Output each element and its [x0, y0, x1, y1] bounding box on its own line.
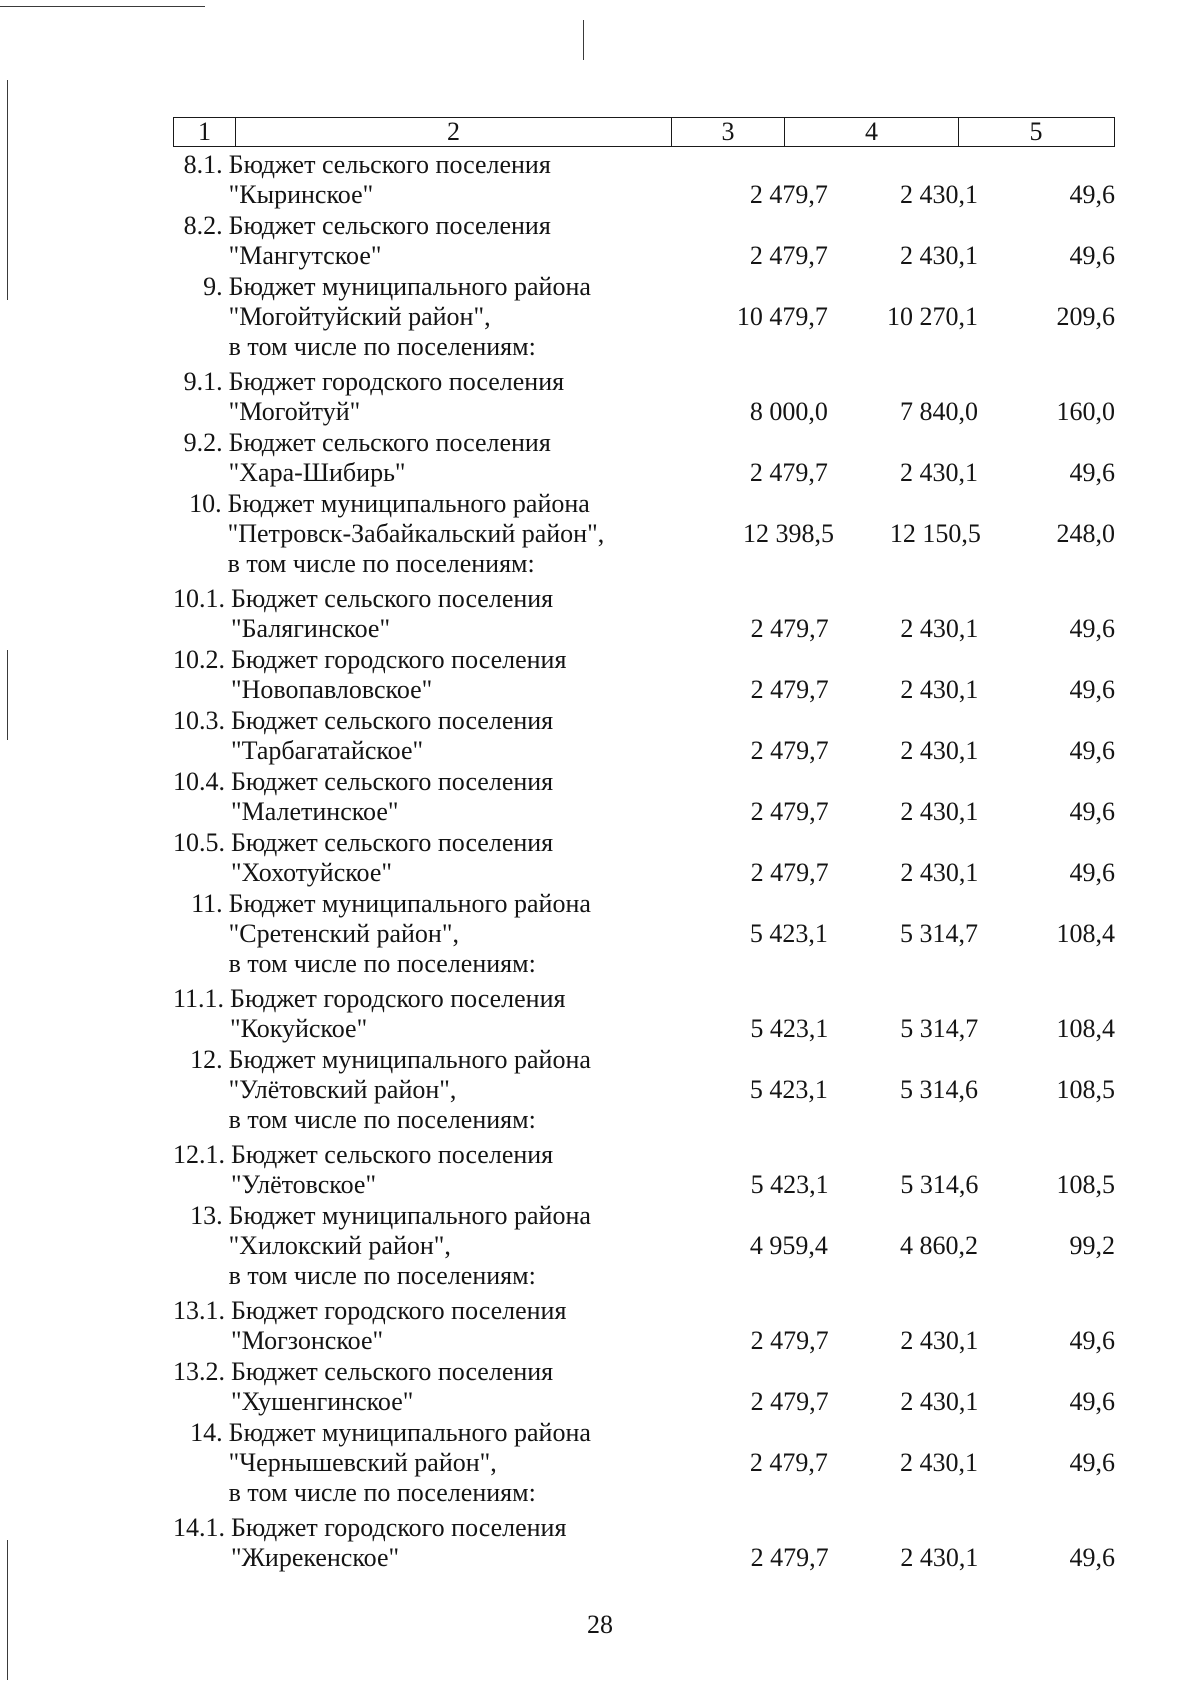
value-col-3: 2 479,7 [749, 241, 828, 270]
value-col-3: 2 479,7 [749, 458, 828, 487]
row-number: 11. [191, 889, 223, 918]
budget-name-line: "Тарбагатайское" [231, 736, 424, 765]
value-col-5: 49,6 [1069, 858, 1115, 887]
table-row [173, 211, 1115, 272]
row-number: 8.1. [183, 150, 223, 179]
row-number: 9. [203, 272, 223, 301]
budget-name-line: Бюджет сельского поселения [231, 1140, 554, 1169]
budget-name-line: "Улётовское" [231, 1170, 377, 1199]
budget-name [228, 1513, 594, 1573]
budget-name-line: "Мангутское" [228, 241, 382, 270]
table-row [173, 584, 1115, 645]
value-col-5: 108,5 [1056, 1075, 1115, 1104]
value-col-4: 2 430,1 [900, 458, 978, 487]
budget-name-line: Бюджет муниципального района [228, 889, 591, 918]
value-col-3: 2 479,7 [749, 1448, 828, 1477]
table-row [173, 1418, 1115, 1513]
budget-name-line: Бюджет сельского поселения [231, 767, 554, 796]
value-col-3: 2 479,7 [750, 1543, 829, 1572]
budget-name-line: "Хохотуйское" [231, 858, 393, 887]
table-row [173, 489, 1115, 584]
budget-name-line: "Жирекенское" [231, 1543, 400, 1572]
value-col-3: 2 479,7 [750, 858, 829, 887]
budget-name [228, 1296, 594, 1356]
value-col-5: 108,4 [1056, 919, 1115, 948]
value-col-5: 49,6 [1069, 797, 1115, 826]
budget-name-line: Бюджет сельского поселения [228, 428, 551, 457]
budget-name-line: "Хилокский район", [228, 1231, 451, 1260]
header-col-2: 2 [236, 118, 672, 146]
header-col-5: 5 [1029, 117, 1043, 146]
budget-name-line: Бюджет муниципального района [227, 489, 590, 518]
budget-name-line: "Чернышевский район", [228, 1448, 497, 1477]
value-col-5: 49,6 [1069, 1387, 1115, 1416]
budget-name-line: "Могойтуй" [228, 397, 361, 426]
budget-name [227, 984, 594, 1044]
row-number: 10.1. [173, 584, 225, 613]
value-col-5: 49,6 [1069, 1543, 1115, 1572]
budget-name-line: "Малетинское" [231, 797, 399, 826]
table-row [173, 828, 1115, 889]
value-col-3: 4 959,4 [749, 1231, 828, 1260]
value-col-4: 2 430,1 [900, 675, 979, 704]
budget-name-line: Бюджет городского поселения [230, 984, 566, 1013]
value-col-3: 2 479,7 [750, 675, 829, 704]
value-col-4: 2 430,1 [900, 180, 978, 209]
value-col-5: 49,6 [1069, 736, 1115, 765]
budget-name-line: Бюджет муниципального района [228, 1201, 591, 1230]
budget-name [225, 489, 605, 579]
budget-name [226, 889, 593, 979]
value-col-5: 160,0 [1056, 397, 1115, 426]
value-col-4: 12 150,5 [889, 519, 981, 548]
value-col-4: 7 840,0 [900, 397, 978, 426]
budget-name-line: "Петровск-Забайкальский район", [227, 519, 605, 548]
row-number: 13. [190, 1201, 223, 1230]
value-col-4: 2 430,1 [900, 1448, 978, 1477]
row-number: 10. [189, 489, 222, 518]
value-col-5: 49,6 [1069, 675, 1115, 704]
value-col-4: 2 430,1 [900, 736, 979, 765]
table-row [173, 367, 1115, 428]
row-number: 10.5. [173, 828, 225, 857]
budget-name-line: в том числе по поселениям: [227, 549, 535, 578]
value-col-5: 108,5 [1056, 1170, 1115, 1199]
value-col-3: 2 479,7 [749, 180, 828, 209]
budget-name [226, 1201, 593, 1291]
table-row [173, 272, 1115, 367]
table-row [173, 1201, 1115, 1296]
table-row [173, 150, 1115, 211]
budget-name-line: "Могзонское" [231, 1326, 384, 1355]
budget-name [228, 584, 594, 644]
budget-name-line: "Кыринское" [228, 180, 374, 209]
row-number: 8.2. [183, 211, 223, 240]
row-number: 11.1. [173, 984, 225, 1013]
value-col-3: 2 479,7 [750, 736, 829, 765]
page-number: 28 [587, 1610, 613, 1639]
value-col-5: 108,4 [1056, 1014, 1115, 1043]
value-col-3: 8 000,0 [749, 397, 828, 426]
row-number: 13.1. [173, 1296, 225, 1325]
budget-name [228, 1140, 594, 1200]
budget-name [228, 828, 594, 888]
value-col-3: 2 479,7 [750, 614, 829, 643]
row-number: 14.1. [173, 1513, 225, 1542]
table-row [173, 1296, 1115, 1357]
row-number: 14. [190, 1418, 223, 1447]
budget-name-line: Бюджет сельского поселения [228, 211, 551, 240]
value-col-4: 2 430,1 [900, 797, 979, 826]
budget-name-line: Бюджет сельского поселения [231, 584, 554, 613]
budget-name [226, 150, 593, 210]
scan-edge-line-top [0, 6, 205, 7]
row-number: 10.4. [173, 767, 225, 796]
table-row [173, 984, 1115, 1045]
budget-name-line: "Могойтуйский район", [228, 302, 491, 331]
budget-name-line: "Кокуйское" [230, 1014, 368, 1043]
table-row [173, 645, 1115, 706]
budget-name-line: в том числе по поселениям: [228, 1105, 536, 1134]
budget-name [228, 706, 594, 766]
budget-name-line: в том числе по поселениям: [228, 332, 536, 361]
budget-name-line: Бюджет городского поселения [231, 1513, 567, 1542]
budget-name [228, 1357, 594, 1417]
scan-edge-line-top-center [583, 20, 584, 60]
budget-name-line: "Новопавловское" [231, 675, 433, 704]
value-col-5: 49,6 [1069, 241, 1115, 270]
budget-name [226, 1045, 593, 1135]
budget-name-line: Бюджет городского поселения [228, 367, 565, 396]
budget-name-line: Бюджет муниципального района [228, 1418, 591, 1447]
budget-name [226, 272, 593, 362]
budget-name-line: "Улётовский район", [228, 1075, 457, 1104]
value-col-4: 2 430,1 [900, 1543, 979, 1572]
value-col-5: 49,6 [1069, 614, 1115, 643]
value-col-4: 2 430,1 [900, 1387, 979, 1416]
row-number: 10.2. [173, 645, 225, 674]
value-col-5: 49,6 [1069, 1326, 1115, 1355]
row-number: 12. [190, 1045, 223, 1074]
scan-edge-line-left-2 [7, 650, 8, 740]
row-number: 12.1. [173, 1140, 225, 1169]
value-col-3: 5 423,1 [750, 1170, 829, 1199]
value-col-4: 2 430,1 [900, 858, 979, 887]
value-col-3: 2 479,7 [750, 1326, 829, 1355]
table-row [173, 889, 1115, 984]
table-row [173, 1045, 1115, 1140]
value-col-4: 5 314,7 [900, 919, 978, 948]
value-col-3: 2 479,7 [750, 1387, 829, 1416]
budget-name [228, 645, 594, 705]
table-header-row [173, 117, 1115, 147]
value-col-3: 5 423,1 [750, 1014, 829, 1043]
value-col-4: 5 314,6 [900, 1170, 979, 1199]
value-col-4: 2 430,1 [900, 1326, 979, 1355]
value-col-4: 5 314,7 [900, 1014, 979, 1043]
value-col-5: 49,6 [1069, 180, 1115, 209]
table-row [173, 428, 1115, 489]
budget-name-line: Бюджет сельского поселения [231, 828, 554, 857]
value-col-3: 5 423,1 [749, 919, 828, 948]
header-col-3: 3 [672, 118, 785, 146]
row-number: 9.2. [183, 428, 223, 457]
value-col-5: 248,0 [1056, 519, 1115, 548]
value-col-5: 209,6 [1056, 302, 1115, 331]
header-col-1: 1 [174, 118, 236, 146]
table-row [173, 1357, 1115, 1418]
budget-table-body [173, 150, 1115, 1574]
budget-name-line: "Хушенгинское" [231, 1387, 414, 1416]
budget-name-line: Бюджет сельского поселения [231, 706, 554, 735]
value-col-4: 10 270,1 [887, 302, 978, 331]
value-col-3: 10 479,7 [736, 302, 828, 331]
budget-name [226, 428, 593, 488]
budget-name [226, 211, 593, 271]
budget-name-line: Бюджет муниципального района [228, 1045, 591, 1074]
row-number: 13.2. [173, 1357, 225, 1386]
table-row [173, 706, 1115, 767]
budget-name-line: "Балягинское" [231, 614, 391, 643]
header-col-4: 4 [785, 118, 959, 146]
budget-name-line: Бюджет городского поселения [231, 1296, 567, 1325]
budget-name-line: в том числе по поселениям: [228, 1261, 536, 1290]
value-col-5: 99,2 [1069, 1231, 1115, 1260]
table-row [173, 767, 1115, 828]
budget-name-line: "Сретенский район", [228, 919, 459, 948]
value-col-3: 2 479,7 [750, 797, 829, 826]
value-col-5: 49,6 [1069, 1448, 1115, 1477]
value-col-5: 49,6 [1069, 458, 1115, 487]
value-col-4: 2 430,1 [900, 614, 979, 643]
row-number: 10.3. [173, 706, 225, 735]
value-col-3: 5 423,1 [749, 1075, 828, 1104]
row-number: 9.1. [183, 367, 223, 396]
budget-name-line: Бюджет муниципального района [228, 272, 591, 301]
budget-name [228, 767, 594, 827]
budget-name-line: Бюджет городского поселения [231, 645, 567, 674]
budget-name-line: "Хара-Шибирь" [228, 458, 406, 487]
budget-name-line: Бюджет сельского поселения [231, 1357, 554, 1386]
scan-edge-line-left [7, 80, 8, 300]
value-col-4: 4 860,2 [900, 1231, 978, 1260]
table-row [173, 1513, 1115, 1574]
budget-name [226, 1418, 593, 1508]
table-row [173, 1140, 1115, 1201]
value-col-4: 5 314,6 [900, 1075, 978, 1104]
value-col-3: 12 398,5 [742, 519, 834, 548]
value-col-4: 2 430,1 [900, 241, 978, 270]
budget-name-line: в том числе по поселениям: [228, 1478, 536, 1507]
budget-name-line: в том числе по поселениям: [228, 949, 536, 978]
budget-name [226, 367, 593, 427]
budget-name-line: Бюджет сельского поселения [228, 150, 551, 179]
